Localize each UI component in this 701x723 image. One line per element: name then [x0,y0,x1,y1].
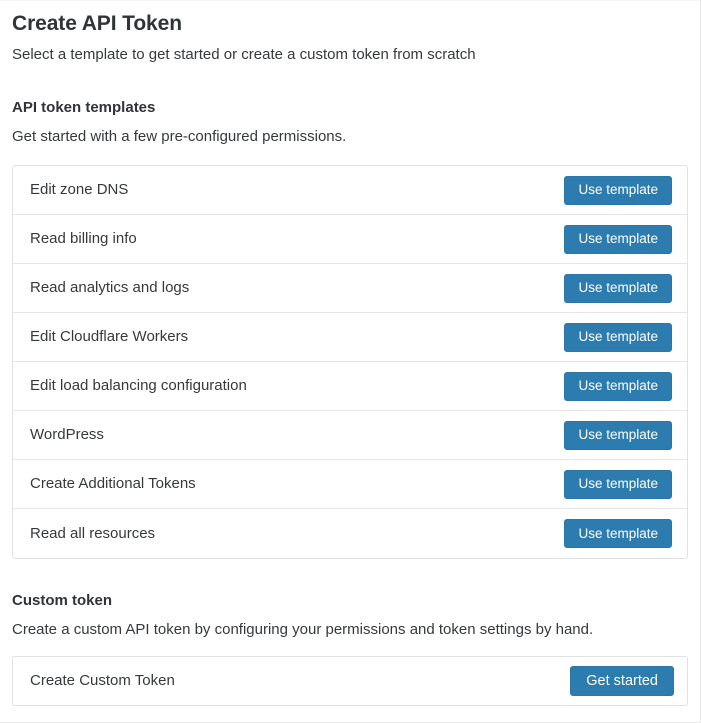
table-row[interactable] [13,509,687,558]
get-started-button[interactable]: Get started [570,666,674,696]
use-template-button[interactable]: Use template [564,225,672,254]
templates-section-title: API token templates [12,99,156,116]
use-template-button[interactable]: Use template [564,421,672,450]
use-template-button[interactable]: Use template [564,274,672,303]
use-template-button[interactable]: Use template [564,519,672,548]
table-row[interactable] [13,215,687,264]
table-row[interactable] [13,411,687,460]
table-row[interactable] [13,657,687,705]
template-label: Create Additional Tokens [30,475,196,492]
template-label: Edit Cloudflare Workers [30,328,189,345]
table-row[interactable] [13,166,687,215]
page-subtitle: Select a template to get started or create a custom token from scratch [12,46,476,63]
custom-token-card [12,656,688,706]
page-title: Create API Token [12,12,182,35]
use-template-button[interactable]: Use template [564,372,672,401]
template-label: Edit zone DNS [30,181,129,198]
template-label: WordPress [30,426,104,443]
top-divider [0,0,700,1]
use-template-button[interactable]: Use template [564,323,672,352]
custom-token-section-title: Custom token [12,592,113,609]
api-token-templates-list [12,165,688,559]
table-row[interactable] [13,264,687,313]
custom-token-label: Create Custom Token [30,672,175,689]
use-template-button[interactable]: Use template [564,470,672,499]
templates-section-description: Get started with a few pre-configured permissions. [12,128,347,145]
template-label: Read billing info [30,230,137,247]
custom-token-section-description: Create a custom API token by configuring your permissions and token settings by hand. [12,621,594,638]
template-label: Edit load balancing configuration [30,377,247,394]
table-row[interactable] [13,313,687,362]
use-template-button[interactable]: Use template [564,176,672,205]
table-row[interactable] [13,460,687,509]
table-row[interactable] [13,362,687,411]
template-label: Read all resources [30,524,156,542]
template-label: Read analytics and logs [30,279,190,296]
